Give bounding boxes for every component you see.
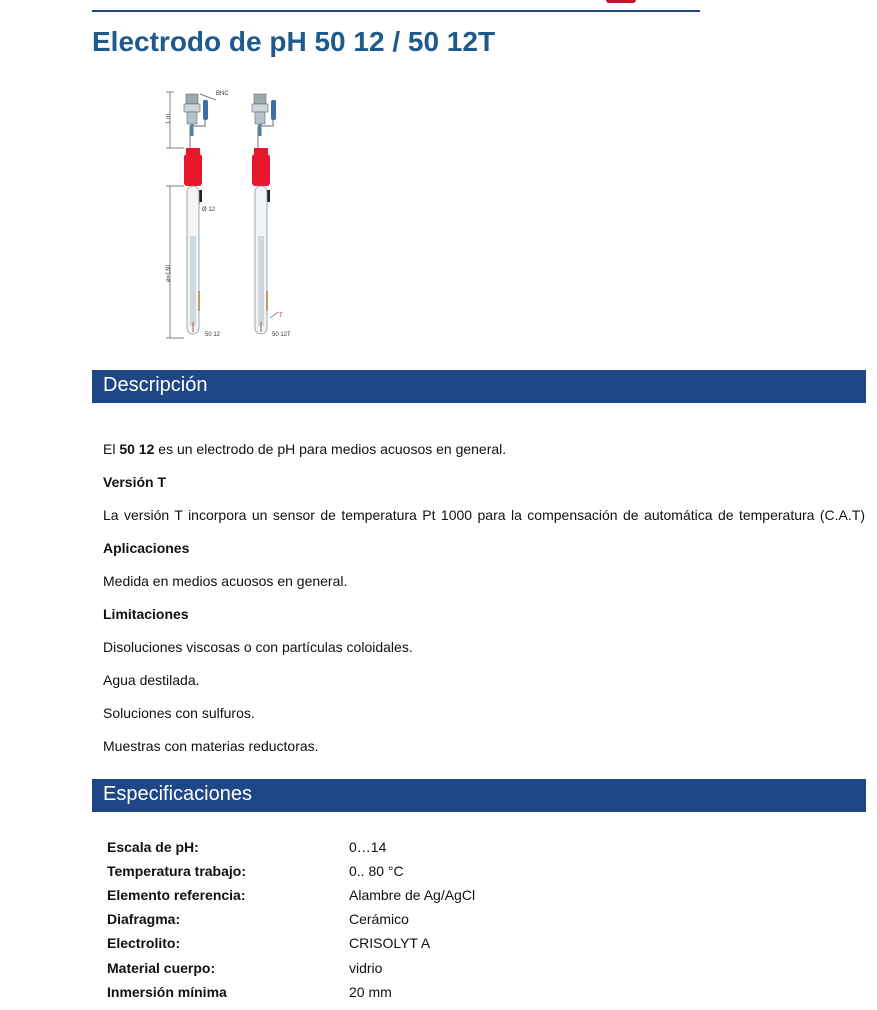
spec-label: Temperatura trabajo: (107, 863, 246, 879)
spec-row (107, 839, 707, 859)
spec-value: vidrio (349, 960, 383, 976)
spec-row (107, 863, 707, 883)
header-rule (92, 10, 700, 12)
description-intro (103, 441, 865, 458)
intro-suffix: es un electrodo de pH para medios acuosos en general. (154, 441, 507, 457)
label-temperature: T (279, 313, 283, 319)
limitations-heading: Limitaciones (103, 606, 189, 622)
version-text: La versión T incorpora un sensor de temperatura Pt 1000 para la compensación de automática de temperatura (C.A.T) (103, 507, 865, 523)
label-immersion-length: ø=130 (166, 264, 172, 282)
spec-label: Elemento referencia: (107, 887, 246, 903)
description-header (92, 370, 866, 403)
electrode-50-12 (184, 94, 208, 334)
limitation-item: Disoluciones viscosas o con partículas coloidales. (103, 639, 413, 655)
spec-value: Cerámico (349, 911, 409, 927)
electrode-50-12t (252, 94, 276, 334)
specs-header (92, 779, 866, 812)
label-model-50-12t: 50 12T (272, 332, 291, 338)
applications-heading: Aplicaciones (103, 540, 190, 556)
spec-label: Material cuerpo: (107, 960, 216, 976)
version-heading: Versión T (103, 474, 167, 490)
description-heading: Descripción (103, 374, 208, 396)
label-cable-length: 1 m (166, 113, 172, 124)
spec-row (107, 960, 707, 980)
intro-prefix: El (103, 441, 120, 457)
spec-row (107, 911, 707, 931)
applications-text: Medida en medios acuosos en general. (103, 573, 348, 589)
spec-label: Electrolito: (107, 935, 181, 951)
spec-row (107, 887, 707, 907)
label-diameter: Ø 12 (202, 207, 216, 213)
label-model-50-12: 50 12 (205, 332, 221, 338)
specs-heading: Especificaciones (103, 783, 252, 805)
spec-row (107, 935, 707, 955)
limitation-item: Agua destilada. (103, 672, 200, 688)
label-bnc: BNC (216, 91, 229, 97)
spec-value: Alambre de Ag/AgCl (349, 887, 476, 903)
spec-value: 0.. 80 °C (349, 863, 404, 879)
spec-value: CRISOLYT A (349, 935, 431, 951)
spec-row (107, 984, 707, 1004)
limitation-item: Soluciones con sulfuros. (103, 705, 255, 721)
spec-label: Diafragma: (107, 911, 181, 927)
spec-label: Escala de pH: (107, 839, 199, 855)
spec-value: 0…14 (349, 839, 387, 855)
page-title: Electrodo de pH 50 12 / 50 12T (92, 26, 496, 57)
intro-model: 50 12 (119, 441, 155, 457)
spec-label: Inmersión mínima (107, 984, 227, 1000)
limitation-item: Muestras con materias reductoras. (103, 738, 319, 754)
logo-fragment (606, 0, 636, 3)
spec-value: 20 mm (349, 984, 392, 1000)
electrode-diagram (160, 86, 310, 342)
